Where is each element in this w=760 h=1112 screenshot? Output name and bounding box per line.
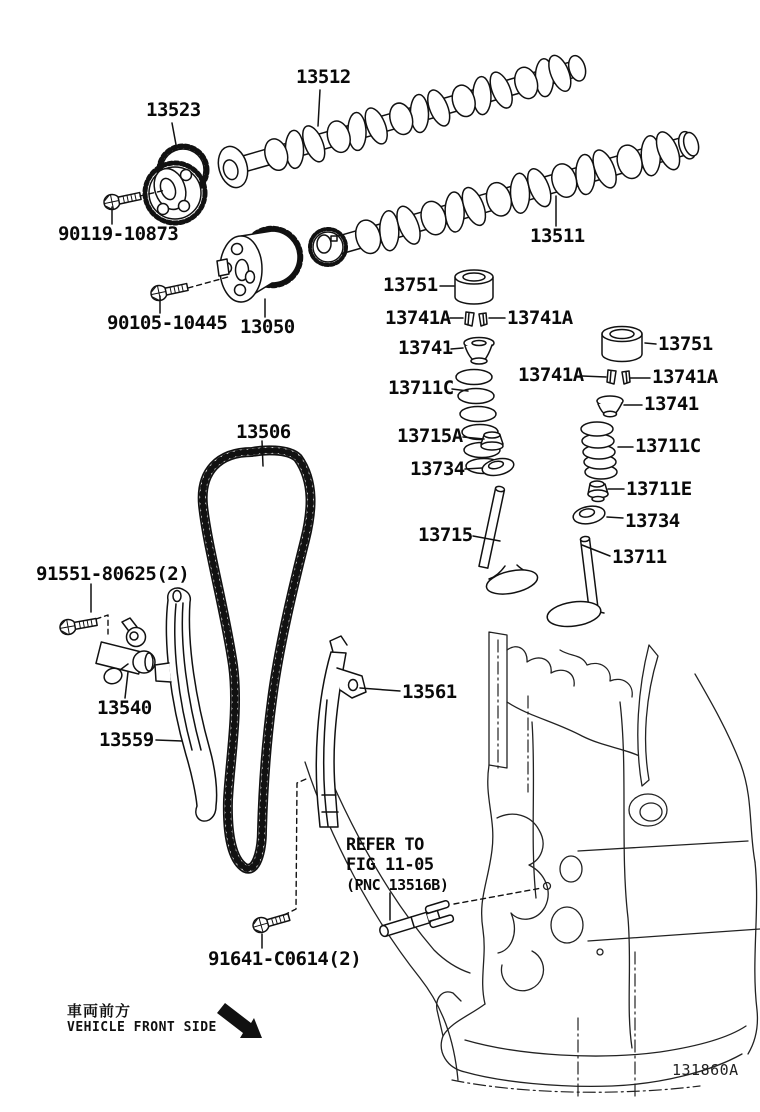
bolt-91551-80625-art xyxy=(59,615,98,636)
part-label-13715a: 13715A xyxy=(397,425,463,447)
refer-note xyxy=(346,835,448,895)
stud-13516b-art xyxy=(377,900,454,943)
front-direction-arrow xyxy=(217,1003,262,1038)
part-label-13050: 13050 xyxy=(240,316,295,338)
part-label-13741a-right-b: 13741A xyxy=(652,366,718,388)
refer-note-pnc: (PNC 13516B) xyxy=(346,876,449,894)
chain-guide-13561-art xyxy=(316,636,366,827)
part-label-13741a-left-b: 13741A xyxy=(507,307,573,329)
part-label-13751-left: 13751 xyxy=(383,274,438,296)
front-side-label-jp: 車両前方 xyxy=(67,1002,132,1020)
part-label-90105-10445: 90105-10445 xyxy=(107,312,228,334)
front-side-label-en: VEHICLE FRONT SIDE xyxy=(67,1020,217,1035)
camshaft-13511-front-hub xyxy=(310,229,346,265)
part-label-13741-right: 13741 xyxy=(644,393,699,415)
part-label-13559: 13559 xyxy=(99,729,154,751)
chain-guide-13559-art xyxy=(155,588,217,821)
part-label-13561: 13561 xyxy=(402,681,457,703)
part-label-13523: 13523 xyxy=(146,99,201,121)
bolt-91641-C0614-art xyxy=(251,910,291,935)
part-label-13711: 13711 xyxy=(612,546,667,568)
part-label-13512: 13512 xyxy=(296,66,351,88)
bolt-90119-10873-art xyxy=(103,189,142,211)
refer-note-line1: REFER TO xyxy=(346,835,424,855)
part-label-13506: 13506 xyxy=(236,421,291,443)
chain-tensioner-13540-art xyxy=(96,618,155,686)
part-label-13540: 13540 xyxy=(97,697,152,719)
part-label-13741a-right-a: 13741A xyxy=(518,364,584,386)
part-label-13511: 13511 xyxy=(530,225,585,247)
part-label-13751-right: 13751 xyxy=(658,333,713,355)
part-label-13734-right: 13734 xyxy=(625,510,680,532)
part-label-91551-80625: 91551-80625(2) xyxy=(36,563,190,585)
part-label-13715: 13715 xyxy=(418,524,473,546)
vvt-gear-13050-art xyxy=(217,229,301,303)
figure-code: 131860A xyxy=(672,1061,739,1079)
part-label-90119-10873: 90119-10873 xyxy=(58,223,179,245)
bolt-90105-10445-art xyxy=(150,280,189,302)
part-label-13741a-left-a: 13741A xyxy=(385,307,451,329)
part-label-91641-C0614: 91641-C0614(2) xyxy=(208,948,362,970)
part-label-13711c-right: 13711C xyxy=(635,435,701,457)
refer-note-line2: FIG 11-05 xyxy=(346,855,434,875)
sprocket-13523-art xyxy=(145,146,207,223)
part-label-13734-left: 13734 xyxy=(410,458,465,480)
part-label-13741-left: 13741 xyxy=(398,337,453,359)
timing-chain-13506-art xyxy=(203,450,311,868)
part-label-13711c-left: 13711C xyxy=(388,377,454,399)
part-label-13711e: 13711E xyxy=(626,478,692,500)
